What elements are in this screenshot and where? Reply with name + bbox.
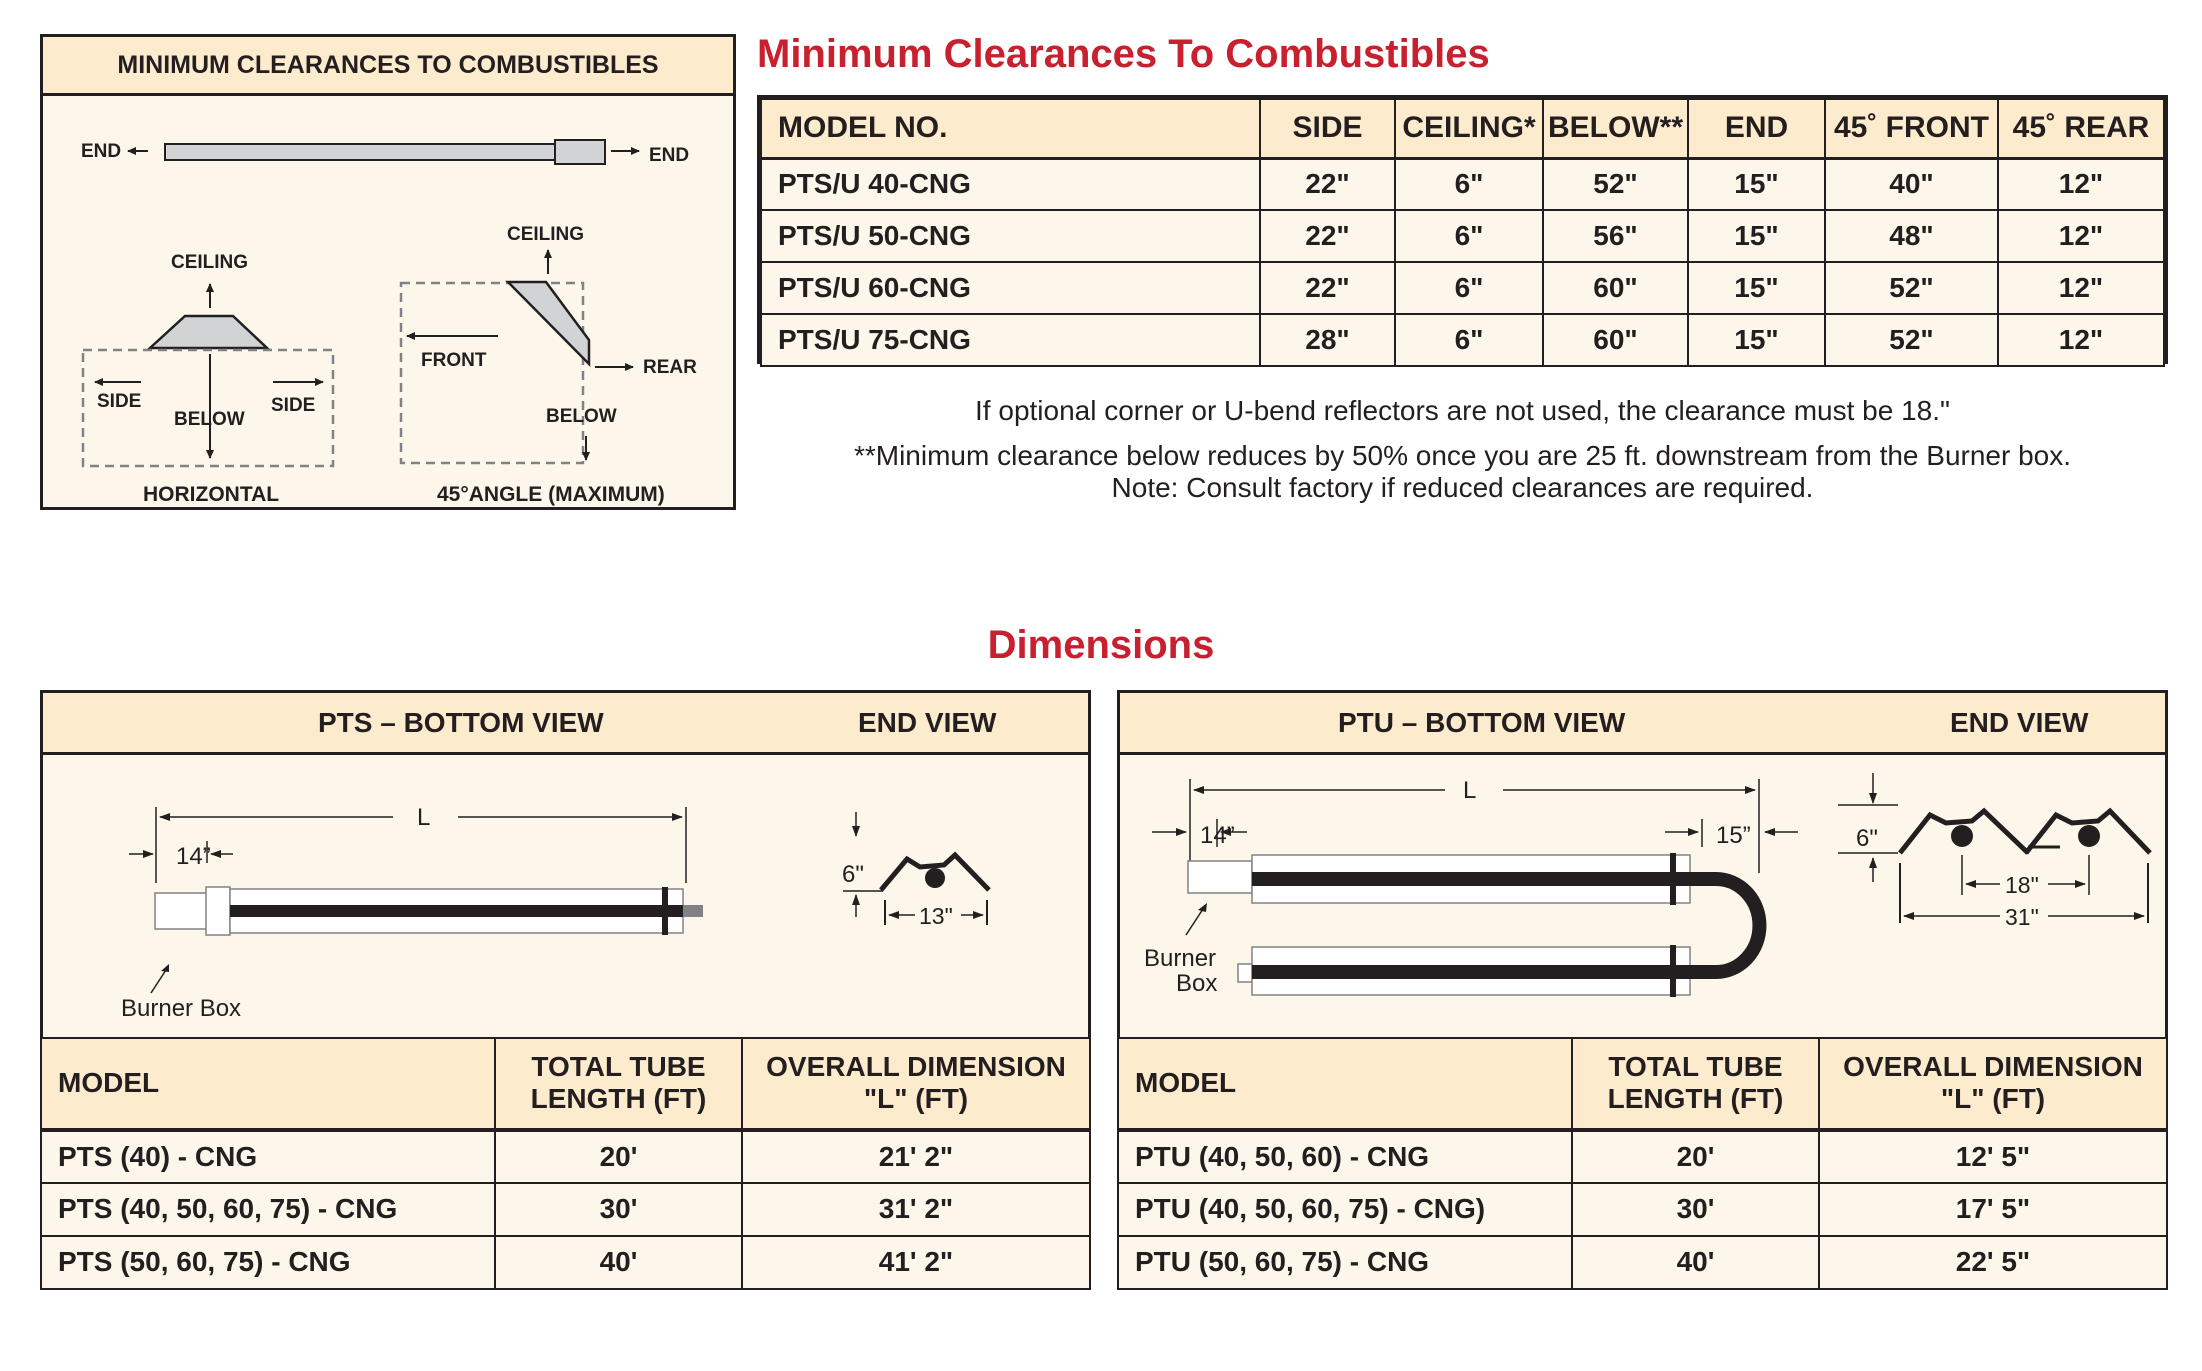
clearances-title: Minimum Clearances To Combustibles <box>757 32 1490 76</box>
angle-reflector-shape <box>508 282 589 364</box>
clearance-diagram-panel <box>40 34 736 510</box>
ptu-burner-label-1: Burner <box>1144 945 1217 972</box>
ptu-bottom-view-label: PTU – BOTTOM VIEW <box>1338 706 1626 738</box>
table-row: PTS/U 40-CNG 22" 6" 52" 15" 40" 12" <box>761 158 2164 210</box>
col-ceiling: CEILING* <box>1395 99 1543 158</box>
angle-label: 45°ANGLE (MAXIMUM) <box>437 483 665 506</box>
ptu-u-bend <box>1690 879 1759 972</box>
table-row: PTS (40) - CNG 20' 21' 2" <box>41 1130 1090 1183</box>
below-label-horizontal: BELOW <box>174 409 245 430</box>
clearance-note-3: Note: Consult factory if reduced clearances are required. <box>1111 472 1814 503</box>
front-label: FRONT <box>421 350 487 371</box>
col-below: BELOW** <box>1543 99 1688 158</box>
table-row: PTS/U 60-CNG 22" 6" 60" 15" 52" 12" <box>761 262 2164 314</box>
col-45-front: 45˚ FRONT <box>1825 99 1998 158</box>
pts-l-label: L <box>417 804 431 831</box>
dimensions-title: Dimensions <box>987 623 1215 667</box>
pts-burner-box-label: Burner Box <box>121 995 242 1022</box>
ceiling-label-angle: CEILING <box>507 224 585 245</box>
ptu-31-label: 31" <box>2005 904 2039 930</box>
clearance-note-1: If optional corner or U-bend reflectors are not used, the clearance must be 18." <box>975 395 1950 426</box>
clearance-diagram-header <box>43 37 733 96</box>
ptu-burner-label-2: Box <box>1176 970 1218 997</box>
ptu-panel <box>1117 690 2168 1290</box>
ptu-15-label: 15” <box>1716 822 1751 849</box>
clearance-diagram-title: MINIMUM CLEARANCES TO COMBUSTIBLES <box>117 50 659 79</box>
pts-13-label: 13" <box>919 903 953 929</box>
table-row: PTU (40, 50, 60, 75) - CNG) 30' 17' 5" <box>1118 1183 2167 1236</box>
side-left-label: SIDE <box>97 391 142 412</box>
ceiling-label-horizontal: CEILING <box>171 252 249 273</box>
horizontal-label: HORIZONTAL <box>143 483 280 506</box>
ptu-end-view-label: END VIEW <box>1950 706 2089 738</box>
pts-tube <box>230 905 683 917</box>
end-left-label: END <box>81 141 122 162</box>
ptu-14-label: 14” <box>1200 822 1235 849</box>
ptu-6-label: 6" <box>1856 825 1878 852</box>
pts-table <box>40 1037 1091 1290</box>
burner-box-shape <box>555 140 605 164</box>
pts-burner-box <box>155 893 207 929</box>
rear-label: REAR <box>643 357 697 378</box>
pts-bottom-view-label: PTS – BOTTOM VIEW <box>318 706 604 738</box>
pts-header-row: MODEL TOTAL TUBE LENGTH (FT) OVERALL DIMENSION "L" (FT) <box>41 1038 1090 1130</box>
ptu-drawing <box>1120 755 2165 1035</box>
heater-tube <box>165 144 565 160</box>
table-row: PTS/U 75-CNG 28" 6" 60" 15" 52" 12" <box>761 314 2164 366</box>
pts-panel-header <box>43 693 1088 755</box>
ptu-table <box>1117 1037 2168 1290</box>
pts-end-view-label: END VIEW <box>858 706 997 738</box>
clearance-diagram <box>43 96 733 507</box>
clearance-note-2: **Minimum clearance below reduces by 50% once you are 25 ft. downstream from the Burner box. <box>853 440 2072 471</box>
clearances-table <box>757 95 2168 364</box>
ptu-l-label: L <box>1463 777 1477 804</box>
table-row: PTU (40, 50, 60) - CNG 20' 12' 5" <box>1118 1130 2167 1183</box>
table-row: PTU (50, 60, 75) - CNG 40' 22' 5" <box>1118 1236 2167 1289</box>
below-label-angle: BELOW <box>546 406 617 427</box>
table-row: PTS/U 50-CNG 22" 6" 56" 15" 48" 12" <box>761 210 2164 262</box>
clearances-header-row <box>761 99 2164 158</box>
horizontal-reflector-shape <box>150 316 267 348</box>
ptu-18-label: 18" <box>2005 872 2039 898</box>
col-side: SIDE <box>1260 99 1395 158</box>
col-45-rear: 45˚ REAR <box>1998 99 2164 158</box>
pts-14-label: 14” <box>176 843 211 870</box>
pts-panel <box>40 690 1091 1290</box>
ptu-header-row: MODEL TOTAL TUBE LENGTH (FT) OVERALL DIMENSION "L" (FT) <box>1118 1038 2167 1130</box>
ptu-panel-header <box>1120 693 2165 755</box>
end-right-label: END <box>649 145 690 166</box>
pts-drawing <box>43 755 1088 1035</box>
col-model-no: MODEL NO. <box>761 99 1260 158</box>
pts-6-label: 6" <box>842 861 864 888</box>
col-end: END <box>1688 99 1825 158</box>
ptu-tube-upper <box>1252 872 1692 886</box>
table-row: PTS (50, 60, 75) - CNG 40' 41' 2" <box>41 1236 1090 1289</box>
table-row: PTS (40, 50, 60, 75) - CNG 30' 31' 2" <box>41 1183 1090 1236</box>
ptu-burner-box <box>1188 861 1252 893</box>
side-right-label: SIDE <box>271 395 316 416</box>
ptu-tube-lower <box>1252 965 1692 979</box>
